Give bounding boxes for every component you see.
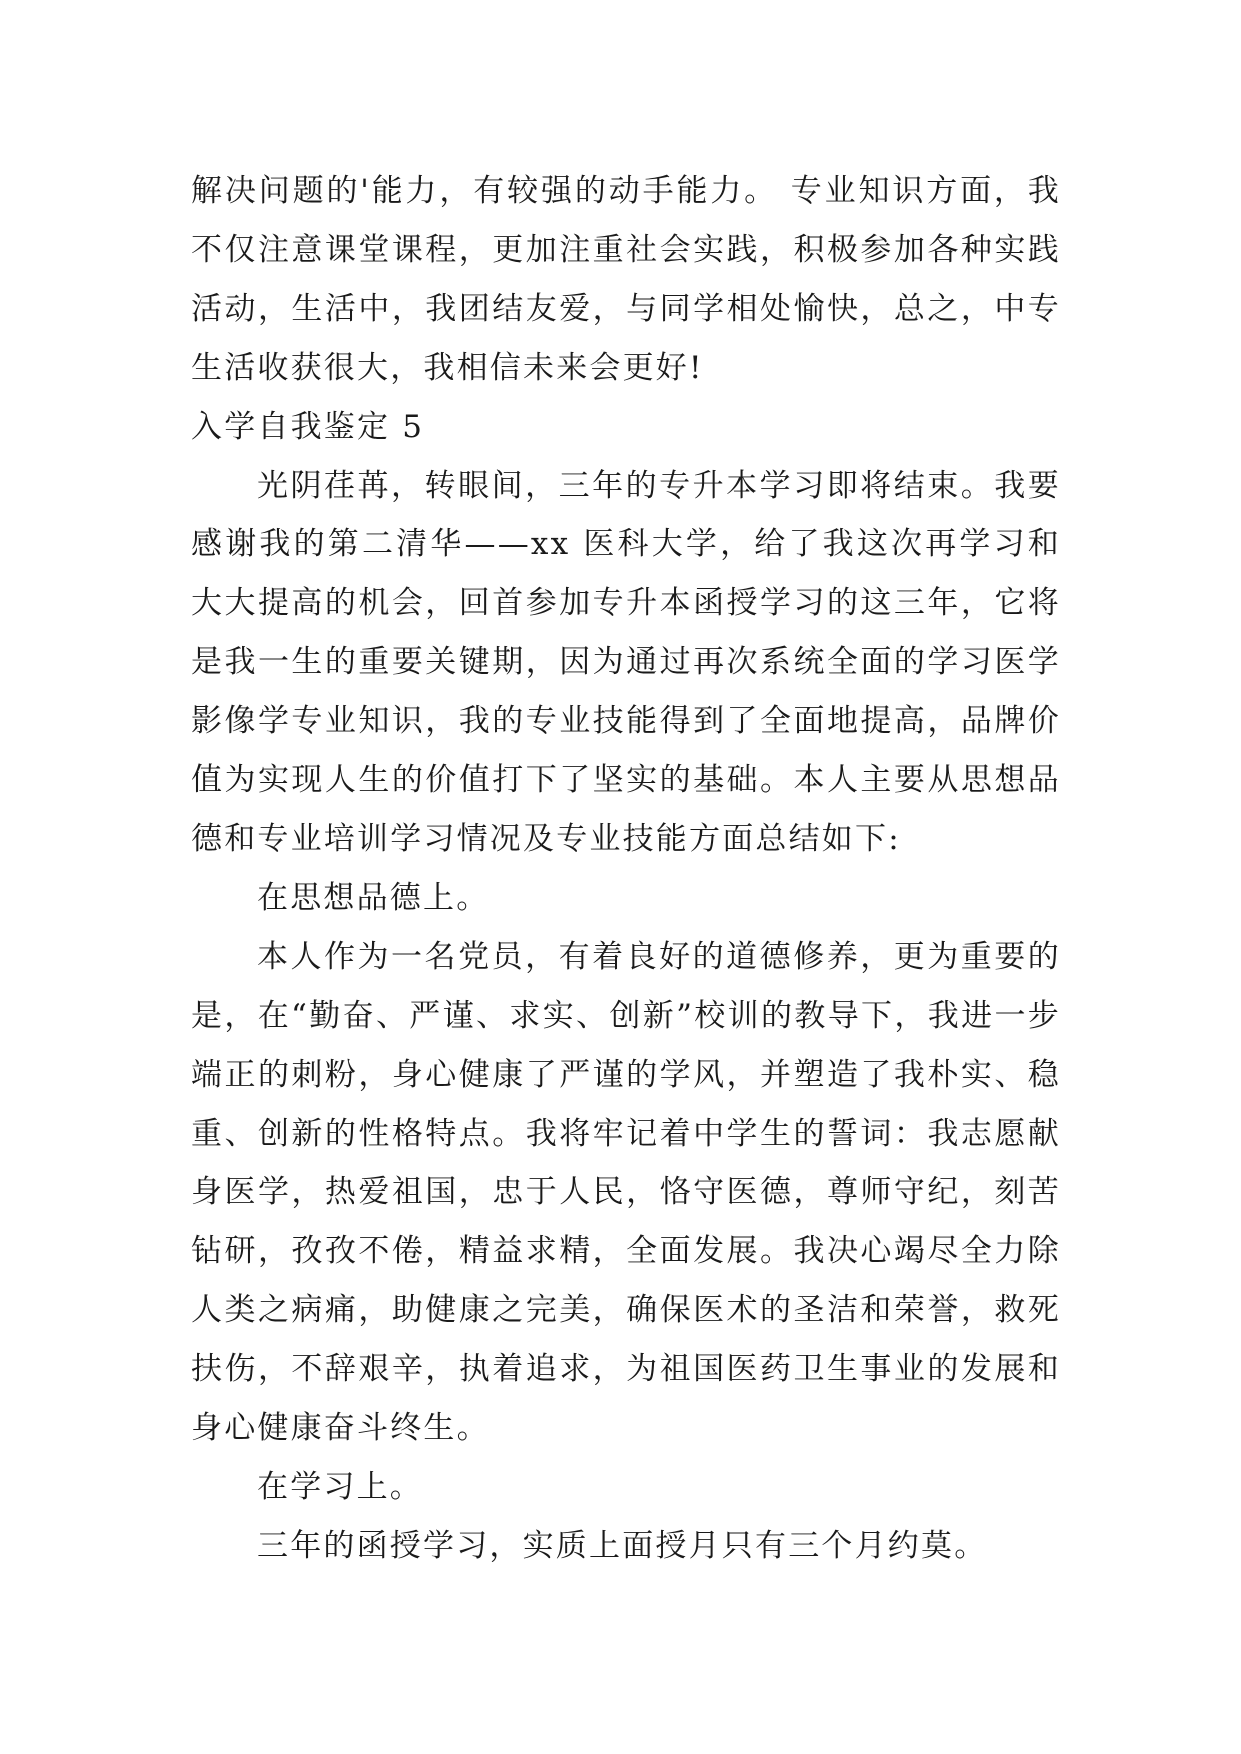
paragraph-morality: 本人作为一名党员，有着良好的道德修养，更为重要的是，在“勤奋、严谨、求实、创新”校训的教导下，我进一步端正的刺粉，身心健康了严谨的学风，并塑造了我朴实、稳重、创新的性格特点。我将牢记着中学生的誓词：我志愿献身医学，热爱祖国，忠于人民，恪守医德，尊师守纪，刻苦钻研，孜孜不倦，精益求精，全面发展。我决心竭尽全力除人类之病痛，助健康之完美，确保医术的圣洁和荣誉，救死扶伤，不辞艰辛，执着追求，为祖国医药卫生事业的发展和身心健康奋斗终生。 <box>191 938 1061 1447</box>
document-body <box>191 162 1061 1576</box>
paragraph-study: 三年的函授学习，实质上面授月只有三个月约莫。 <box>257 1527 988 1564</box>
section-title: 入学自我鉴定 5 <box>191 408 425 445</box>
paragraph-subheading-morality: 在思想品德上。 <box>257 879 490 916</box>
paragraph-continuation: 解决问题的'能力，有较强的动手能力。 专业知识方面，我不仅注意课堂课程，更加注重社会实践，积极参加各种实践活动，生活中，我团结友爱，与同学相处愉快，总之，中专生活收获很大，我相信未来会更好! <box>191 173 1061 386</box>
paragraph-intro: 光阴荏苒，转眼间，三年的专升本学习即将结束。我要感谢我的第二清华——xx 医科大学，给了我这次再学习和大大提高的机会，回首参加专升本函授学习的这三年，它将是我一生的重要关键期，因为通过再次系统全面的学习医学影像学专业知识，我的专业技能得到了全面地提高，品牌价值为实现人生的价值打下了坚实的基础。本人主要从思想品德和专业培训学习情况及专业技能方面总结如下: <box>191 467 1061 857</box>
paragraph-subheading-study: 在学习上。 <box>257 1468 423 1505</box>
